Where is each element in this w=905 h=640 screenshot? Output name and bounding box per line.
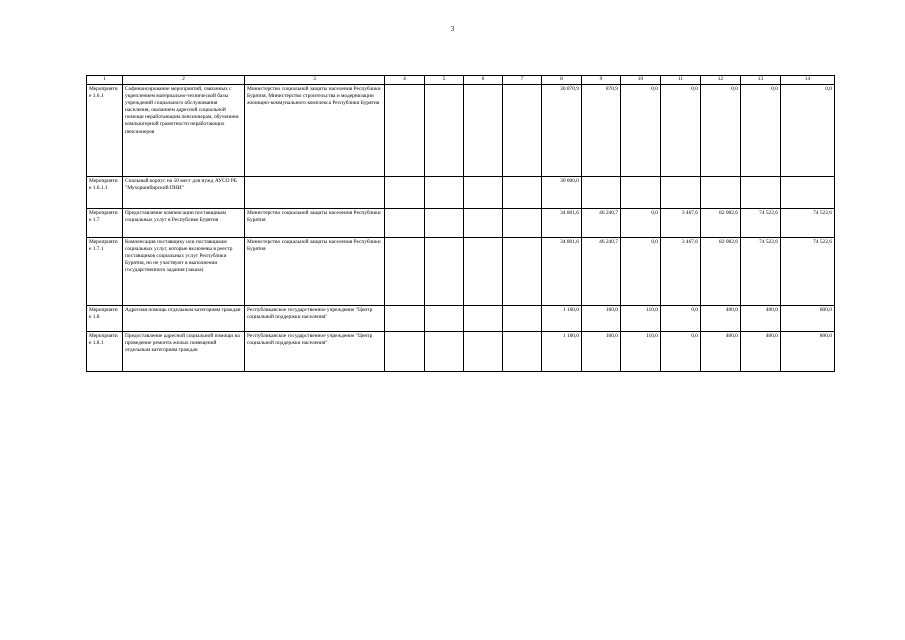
cell-col-6 bbox=[464, 177, 503, 209]
row-code: Мероприятие 1.7 bbox=[87, 209, 123, 238]
cell-col-12: 82 082,6 bbox=[701, 238, 741, 306]
row-executor bbox=[245, 177, 385, 209]
cell-col-8: 1 160,0 bbox=[542, 332, 582, 372]
cell-col-9: 46 240,7 bbox=[582, 209, 621, 238]
table-row bbox=[87, 332, 835, 372]
cell-col-13: 74 522,6 bbox=[741, 238, 781, 306]
row-code: Мероприятие 1.7.1 bbox=[87, 238, 123, 306]
cell-col-13: 400,0 bbox=[741, 306, 781, 332]
cell-col-11: 3 467,6 bbox=[661, 238, 701, 306]
row-code: Мероприятие 1.6.1 bbox=[87, 85, 123, 177]
cell-col-4 bbox=[385, 209, 425, 238]
cell-col-7 bbox=[503, 332, 542, 372]
row-code: Мероприятие 1.8.1 bbox=[87, 332, 123, 372]
table-row bbox=[87, 306, 835, 332]
cell-col-9: 870,9 bbox=[582, 85, 621, 177]
cell-col-14: 74 522,6 bbox=[781, 238, 835, 306]
cell-col-14: 74 522,6 bbox=[781, 209, 835, 238]
cell-col-10: 0,0 bbox=[621, 238, 661, 306]
column-number-row bbox=[87, 76, 835, 85]
page-number: 3 bbox=[450, 25, 455, 33]
table-row bbox=[87, 209, 835, 238]
cell-col-4 bbox=[385, 306, 425, 332]
cell-col-5 bbox=[425, 177, 464, 209]
cell-col-9: 46 240,7 bbox=[582, 238, 621, 306]
column-header: 1 bbox=[87, 76, 123, 85]
column-header: 11 bbox=[661, 76, 701, 85]
cell-col-6 bbox=[464, 332, 503, 372]
cell-col-13: 400,0 bbox=[741, 332, 781, 372]
table-row bbox=[87, 85, 835, 177]
cell-col-5 bbox=[425, 306, 464, 332]
column-header: 10 bbox=[621, 76, 661, 85]
column-header: 5 bbox=[425, 76, 464, 85]
cell-col-6 bbox=[464, 209, 503, 238]
row-name: Адресная помощь отдельным категориям граждан bbox=[123, 306, 245, 332]
cell-col-11: 0,0 bbox=[661, 332, 701, 372]
cell-col-4 bbox=[385, 177, 425, 209]
row-executor: Министерство социальной защиты населения Республики Бурятия bbox=[245, 209, 385, 238]
column-header: 14 bbox=[781, 76, 835, 85]
cell-col-12: 82 082,6 bbox=[701, 209, 741, 238]
cell-col-8: 34 801,6 bbox=[542, 238, 582, 306]
column-header: 13 bbox=[741, 76, 781, 85]
cell-col-11: 3 467,6 bbox=[661, 209, 701, 238]
cell-col-10: 110,0 bbox=[621, 332, 661, 372]
row-name: Предоставление компенсации поставщикам социальных услуг в Республике Бурятия bbox=[123, 209, 245, 238]
cell-col-10 bbox=[621, 177, 661, 209]
cell-col-7 bbox=[503, 177, 542, 209]
row-executor: Министерство социальной защиты населения Республики Бурятия, Министерство строительства и модернизации жилищно-коммунального комплекса Республики Бурятия bbox=[245, 85, 385, 177]
cell-col-9 bbox=[582, 177, 621, 209]
cell-col-8: 1 160,0 bbox=[542, 306, 582, 332]
cell-col-11 bbox=[661, 177, 701, 209]
cell-col-4 bbox=[385, 332, 425, 372]
cell-col-10: 0,0 bbox=[621, 209, 661, 238]
cell-col-5 bbox=[425, 238, 464, 306]
cell-col-14 bbox=[781, 177, 835, 209]
column-header: 7 bbox=[503, 76, 542, 85]
row-name: Предоставление адресной социальной помощи на проведение ремонта жилых помещений отдельным категориям граждан bbox=[123, 332, 245, 372]
cell-col-13: 74 522,6 bbox=[741, 209, 781, 238]
cell-col-6 bbox=[464, 238, 503, 306]
cell-col-11: 0,0 bbox=[661, 85, 701, 177]
cell-col-14: 0,0 bbox=[781, 85, 835, 177]
cell-col-7 bbox=[503, 306, 542, 332]
cell-col-12: 400,0 bbox=[701, 306, 741, 332]
column-header: 6 bbox=[464, 76, 503, 85]
table-row bbox=[87, 177, 835, 209]
row-executor: Республиканское государственное учреждение "Центр социальной поддержки населения" bbox=[245, 306, 385, 332]
program-table bbox=[86, 75, 835, 372]
cell-col-7 bbox=[503, 238, 542, 306]
cell-col-9: 160,0 bbox=[582, 332, 621, 372]
row-name: Софинансирование мероприятий, связанных с укреплением материально-технической базы учреждений социального обслуживания населения, оказанием адресной социальной помощи неработающим пенсионерам, обучением компьютерной грамотности неработающих пенсионеров bbox=[123, 85, 245, 177]
column-header: 9 bbox=[582, 76, 621, 85]
row-executor: Республиканское государственное учреждение "Центр социальной поддержки населения" bbox=[245, 332, 385, 372]
cell-col-6 bbox=[464, 85, 503, 177]
cell-col-6 bbox=[464, 306, 503, 332]
row-name: Компенсация поставщику или поставщикам социальных услуг, которые включены в реестр поставщиков социальных услуг Республики Бурятия, но не участвуют в выполнении государственного задания (заказа) bbox=[123, 238, 245, 306]
cell-col-13 bbox=[741, 177, 781, 209]
row-name: Спальный корпус на 50 мест для нужд АУСО РБ "Мухоршибирский ПНИ" bbox=[123, 177, 245, 209]
cell-col-10: 0,0 bbox=[621, 85, 661, 177]
cell-col-14: 800,0 bbox=[781, 332, 835, 372]
column-header: 4 bbox=[385, 76, 425, 85]
row-code: Мероприятие 1.6.1.1 bbox=[87, 177, 123, 209]
cell-col-4 bbox=[385, 85, 425, 177]
cell-col-10: 110,0 bbox=[621, 306, 661, 332]
row-code: Мероприятие 1.8 bbox=[87, 306, 123, 332]
column-header: 8 bbox=[542, 76, 582, 85]
column-header: 12 bbox=[701, 76, 741, 85]
cell-col-14: 800,0 bbox=[781, 306, 835, 332]
column-header: 2 bbox=[123, 76, 245, 85]
cell-col-7 bbox=[503, 209, 542, 238]
cell-col-13: 0,0 bbox=[741, 85, 781, 177]
cell-col-8: 30 000,0 bbox=[542, 177, 582, 209]
column-header: 3 bbox=[245, 76, 385, 85]
cell-col-11: 0,0 bbox=[661, 306, 701, 332]
cell-col-12: 0,0 bbox=[701, 85, 741, 177]
cell-col-4 bbox=[385, 238, 425, 306]
cell-col-7 bbox=[503, 85, 542, 177]
cell-col-12 bbox=[701, 177, 741, 209]
row-executor: Министерство социальной защиты населения Республики Бурятия bbox=[245, 238, 385, 306]
cell-col-8: 34 801,6 bbox=[542, 209, 582, 238]
cell-col-5 bbox=[425, 209, 464, 238]
cell-col-5 bbox=[425, 332, 464, 372]
cell-col-9: 160,0 bbox=[582, 306, 621, 332]
cell-col-5 bbox=[425, 85, 464, 177]
cell-col-12: 400,0 bbox=[701, 332, 741, 372]
table-row bbox=[87, 238, 835, 306]
cell-col-8: 30 870,9 bbox=[542, 85, 582, 177]
